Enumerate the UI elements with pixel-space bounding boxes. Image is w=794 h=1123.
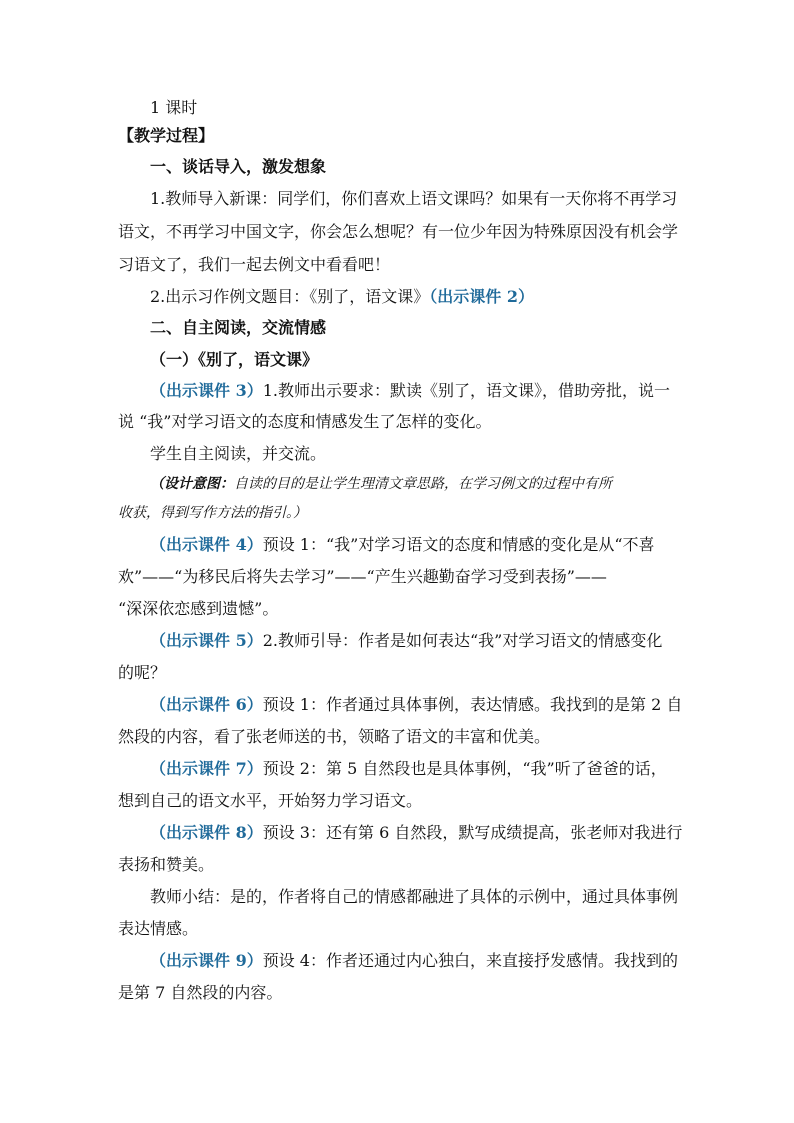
paragraph6-line2: 然段的内容，看了张老师送的书，领略了语文的丰富和优美。 [118, 727, 551, 746]
teacher-summary-line2: 表达情感。 [118, 919, 199, 938]
paragraph8-text: 预设 3：还有第 6 自然段，默写成绩提高，张老师对我进行 [262, 823, 683, 842]
design-intent-line1 [150, 474, 612, 494]
paragraph4-line3: “深深依恋感到遗憾”。 [118, 599, 279, 618]
paragraph5-line2: 的呢？ [118, 663, 167, 682]
paragraph5-text: 2.教师引导：作者是如何表达“我”对学习语文的情感变化 [262, 631, 663, 650]
paragraph7-text: 预设 2：第 5 自然段也是具体事例，“我”听了爸爸的话， [262, 759, 667, 778]
s1-paragraph2-text: 2.出示习作例文题目：《别了，语文课》 [150, 287, 430, 306]
teacher-summary-line1: 教师小结：是的，作者将自己的情感都融进了具体的示例中，通过具体事例 [150, 887, 679, 906]
paragraph4-line2: 欢”——“为移民后将失去学习”——“产生兴趣勤奋学习受到表扬”—— [118, 567, 607, 586]
paragraph3-line1 [150, 381, 670, 401]
courseware-cue-7: （出示课件 7） [150, 759, 263, 778]
s1-paragraph2 [150, 287, 534, 307]
s1-paragraph1-line1: 1.教师导入新课：同学们，你们喜欢上语文课吗？如果有一天你将不再学习 [150, 189, 678, 208]
process-heading: 【教学过程】 [118, 126, 215, 145]
paragraph6-text: 预设 1：作者通过具体事例，表达情感。我找到的是第 2 自 [262, 695, 683, 714]
courseware-cue-6: （出示课件 6） [150, 695, 263, 714]
paragraph7-line2: 想到自己的语文水平，开始努力学习语文。 [118, 791, 423, 810]
courseware-cue-4: （出示课件 4） [150, 535, 263, 554]
paragraph9-line2: 是第 7 自然段的内容。 [118, 983, 283, 1002]
paragraph8-line1 [150, 823, 682, 843]
courseware-cue-5: （出示课件 5） [150, 631, 263, 650]
courseware-cue-9: （出示课件 9） [150, 951, 263, 970]
s1-paragraph1-line3: 习语文了，我们一起去例文中看看吧！ [118, 255, 391, 274]
section2-title: 二、自主阅读，交流情感 [150, 318, 327, 337]
paragraph4-line1 [150, 535, 655, 555]
lesson-period: 1 课时 [150, 98, 198, 117]
student-reading: 学生自主阅读，并交流。 [150, 444, 327, 463]
paragraph8-line2: 表扬和赞美。 [118, 855, 215, 874]
paragraph3-text: 1.教师出示要求：默读《别了，语文课》，借助旁批，说一 [262, 381, 670, 400]
design-intent-label: （设计意图： [150, 476, 234, 492]
courseware-cue-3: （出示课件 3） [150, 381, 263, 400]
paragraph3-line2: 说 “我”对学习语文的态度和情感发生了怎样的变化。 [118, 412, 492, 431]
paragraph9-line1 [150, 951, 678, 971]
subsection1-title: （一）《别了，语文课》 [150, 350, 319, 369]
paragraph5-line1 [150, 631, 662, 651]
s1-paragraph1-line2: 语文，不再学习中国文字，你会怎么想呢？有一位少年因为特殊原因没有机会学 [118, 222, 679, 241]
design-intent-text: 自读的目的是让学生理清文章思路，在学习例文的过程中有所 [234, 476, 612, 492]
paragraph4-text: 预设 1：“我”对学习语文的态度和情感的变化是从“不喜 [262, 535, 655, 554]
courseware-cue-8: （出示课件 8） [150, 823, 263, 842]
design-intent-line2: 收获，得到写作方法的指引。） [118, 505, 307, 521]
paragraph9-text: 预设 4：作者还通过内心独白，来直接抒发感情。我找到的 [262, 951, 678, 970]
paragraph6-line1 [150, 695, 682, 715]
courseware-cue-2: （出示课件 2） [429, 287, 534, 306]
paragraph7-line1 [150, 759, 667, 779]
section1-title: 一、谈话导入，激发想象 [150, 157, 327, 176]
